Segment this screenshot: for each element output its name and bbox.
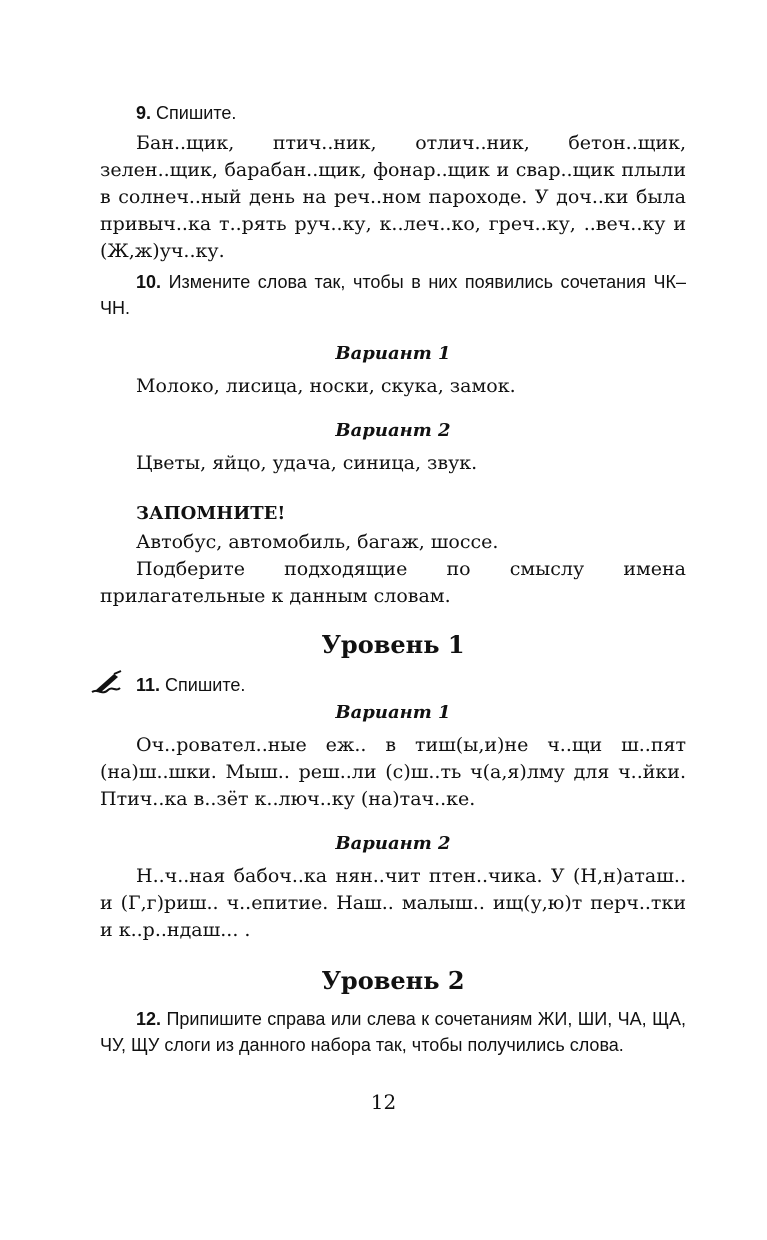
exercise-9-instruction: Спишите.	[156, 103, 237, 123]
level-2-title: Уровень 2	[321, 966, 465, 995]
remember-words: Автобус, автомобиль, багаж, шоссе.	[136, 531, 499, 553]
exercise-10-variant-2-text: Цветы, яйцо, удача, синица, звук.	[136, 452, 478, 474]
exercise-9-number: 9.	[136, 103, 152, 123]
exercise-12-instruction: Припишите справа или слева к сочетаниям ЖИ, ШИ, ЧА, ЩА, ЧУ, ЩУ слоги из данного набора так, чтобы получились слова.	[100, 1009, 686, 1055]
remember-title: ЗАПОМНИТЕ!	[136, 503, 286, 524]
exercise-11-variant-2-label: Вариант 2	[335, 833, 451, 854]
exercise-11-instruction: Спишите.	[165, 675, 246, 695]
exercise-11-variant-1-label: Вариант 1	[335, 702, 451, 723]
exercise-9-text: Бан..щик, птич..ник, отлич..ник, бетон..щик, зелен..щик, барабан..щик, фонар..щик и свар..щик плыли в солнеч..ный день на реч..ном пароходе. У доч..ки была привыч..ка т..рять руч..ку, к..леч..ко, греч..ку, ..веч..ку и (Ж,ж)уч..ку.	[100, 132, 686, 262]
exercise-9-heading	[100, 100, 686, 126]
exercise-10-heading	[100, 269, 686, 321]
exercise-11-variant-1-text: Оч..ровател..ные еж.. в тиш(ы,и)не ч..щи ш..пят (на)ш..шки. Мыш.. реш..ли (с)ш..ть ч(а,я)лму для ч..йки. Птич..ка в..зёт к..люч..ку (на)тач..ке.	[100, 734, 686, 810]
exercise-11-variant-2-text: Н..ч..ная бабоч..ка нян..чит птен..чика. У (Н,н)аташ.. и (Г,г)риш.. ч..епитие. Наш.. малыш.. ищ(у,ю)т перч..тки и к..р..ндаш... .	[100, 865, 686, 941]
exercise-11-heading	[100, 672, 686, 698]
exercise-10-variant-1-text: Молоко, лисица, носки, скука, замок.	[136, 375, 516, 397]
remember-task: Подберите подходящие по смыслу имена прилагательные к данным словам.	[100, 558, 686, 607]
exercise-12-text	[100, 1006, 686, 1058]
exercise-12-number: 12.	[136, 1009, 162, 1029]
exercise-11-number: 11.	[136, 675, 161, 695]
page-content	[100, 96, 686, 1058]
exercise-10-variant-2-label: Вариант 2	[335, 420, 451, 441]
exercise-10-instruction: Измените слова так, чтобы в них появились сочетания ЧК–ЧН.	[100, 272, 686, 318]
exercise-10-variant-1-label: Вариант 1	[335, 343, 451, 364]
level-1-title: Уровень 1	[321, 630, 465, 659]
page-number: 12	[370, 1090, 397, 1114]
exercise-10-number: 10.	[136, 272, 162, 292]
pen-writing-icon	[88, 670, 124, 698]
